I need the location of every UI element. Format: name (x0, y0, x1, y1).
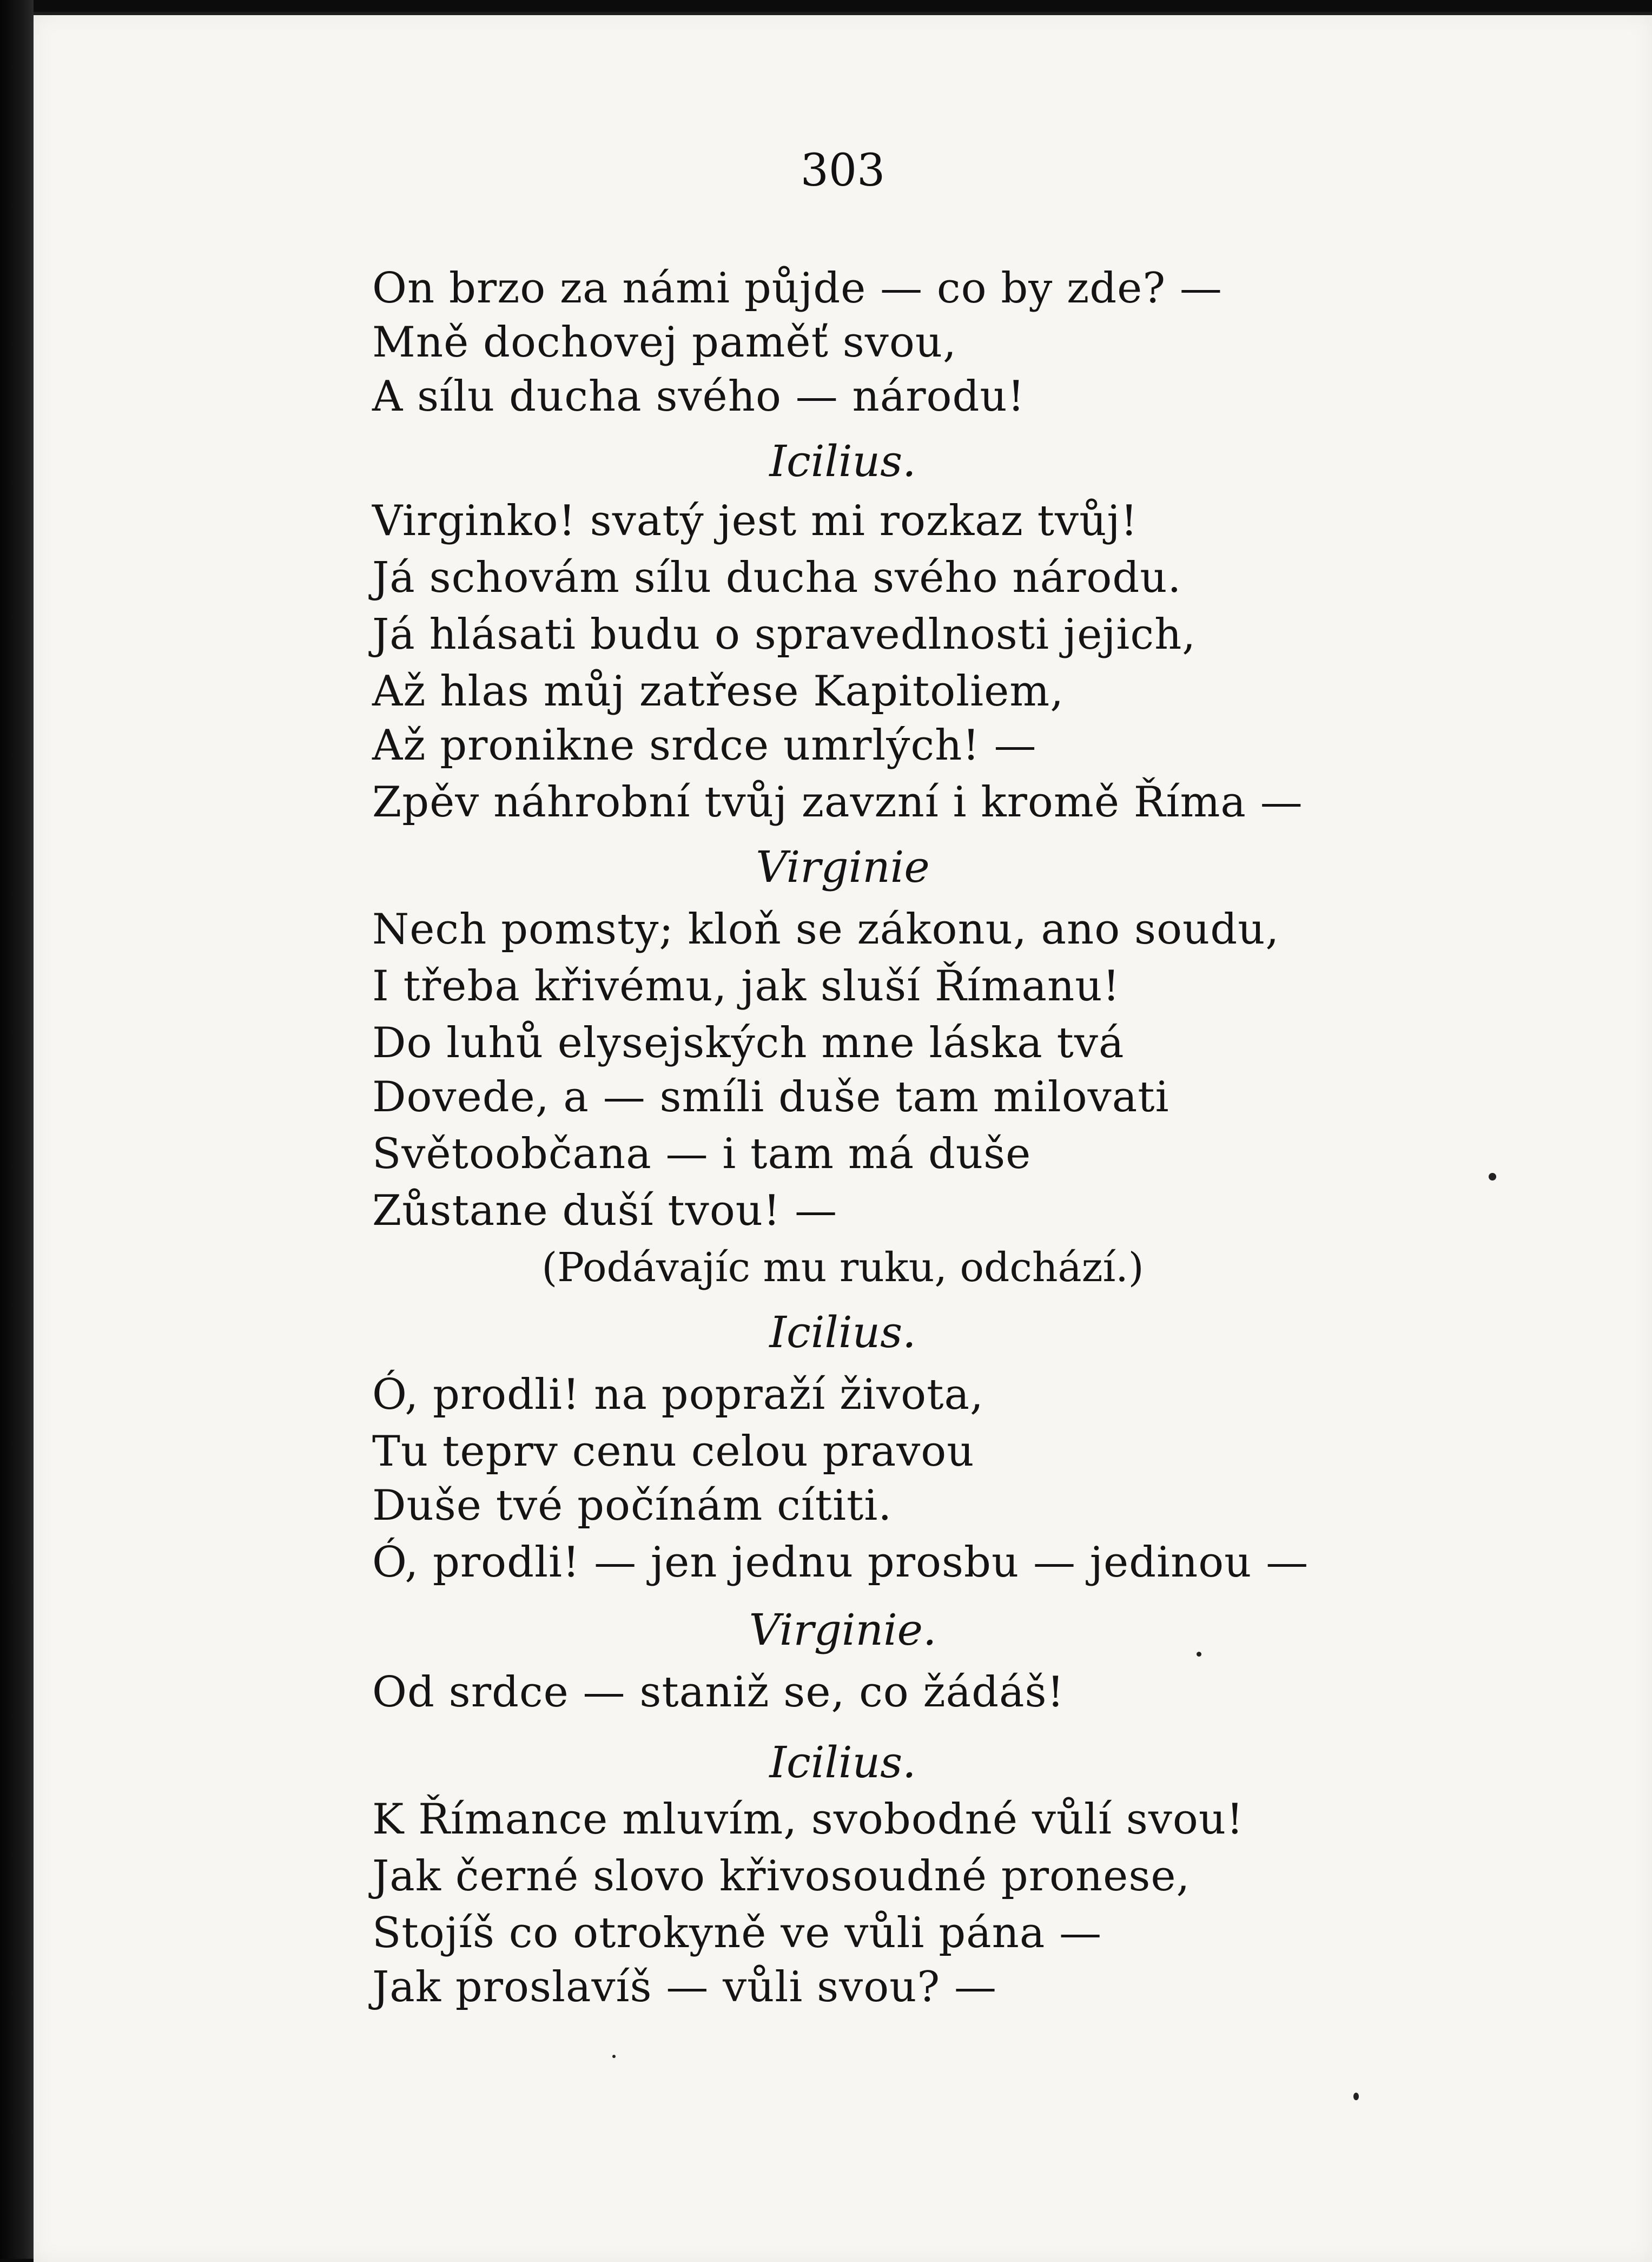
stage-direction: (Podávajíc mu ruku, odchází.) (541, 1244, 1144, 1291)
ink-speck (1197, 1652, 1201, 1657)
verse-line: Až hlas můj zatřese Kapitoliem, (372, 667, 1065, 716)
verse-line: Jak proslavíš — vůli svou? — (372, 1963, 997, 2012)
page-number: 303 (800, 145, 886, 196)
verse-line: Jak černé slovo křivosoudné pronese, (372, 1852, 1191, 1901)
verse-line: Já hlásati budu o spravedlnosti jejich, (372, 610, 1197, 659)
verse-line: Dovede, a — smíli duše tam milovati (372, 1073, 1169, 1122)
book-page (34, 12, 1652, 2262)
verse-line: K Římance mluvím, svobodné vůlí svou! (372, 1795, 1244, 1844)
verse-line: Světoobčana — i tam má duše (372, 1130, 1032, 1178)
speaker-name: Icilius. (769, 1307, 916, 1357)
verse-line: Duše tvé počínám cítiti. (372, 1481, 893, 1530)
speaker-name: Icilius. (769, 1737, 916, 1788)
verse-line: Až pronikne srdce umrlých! — (372, 721, 1037, 770)
verse-line: Nech pomsty; kloň se zákonu, ano soudu, (372, 905, 1280, 954)
speaker-name: Icilius. (769, 436, 916, 486)
page-text (34, 15, 1652, 2233)
verse-line: Ó, prodli! na popraží života, (372, 1370, 984, 1419)
verse-line: A sílu ducha svého — národu! (372, 372, 1025, 421)
verse-line: On brzo za námi půjde — co by zde? — (372, 264, 1223, 313)
speaker-name: Virginie (756, 842, 930, 892)
verse-line: Mně dochovej paměť svou, (372, 318, 957, 367)
verse-line: Ó, prodli! — jen jednu prosbu — jedinou — (372, 1538, 1309, 1587)
ink-speck (1353, 2093, 1359, 2100)
verse-line: Zůstane duší tvou! — (372, 1186, 838, 1235)
ink-speck (612, 2055, 616, 2058)
verse-line: Stojíš co otrokyně ve vůli pána — (372, 1909, 1102, 1957)
verse-line: Já schovám sílu ducha svého národu. (372, 553, 1182, 602)
speaker-name: Virginie. (749, 1605, 937, 1655)
verse-line: I třeba křivému, jak sluší Římanu! (372, 962, 1120, 1011)
verse-line: Do luhů elysejských mne láska tvá (372, 1019, 1125, 1067)
book-spine-shadow (0, 0, 34, 2259)
verse-line: Zpěv náhrobní tvůj zavzní i kromě Říma — (372, 778, 1303, 827)
verse-line: Od srdce — staniž se, co žádáš! (372, 1668, 1065, 1717)
verse-line: Tu teprv cenu celou pravou (372, 1427, 975, 1476)
ink-speck (1489, 1173, 1496, 1181)
verse-line: Virginko! svatý jest mi rozkaz tvůj! (372, 497, 1138, 545)
